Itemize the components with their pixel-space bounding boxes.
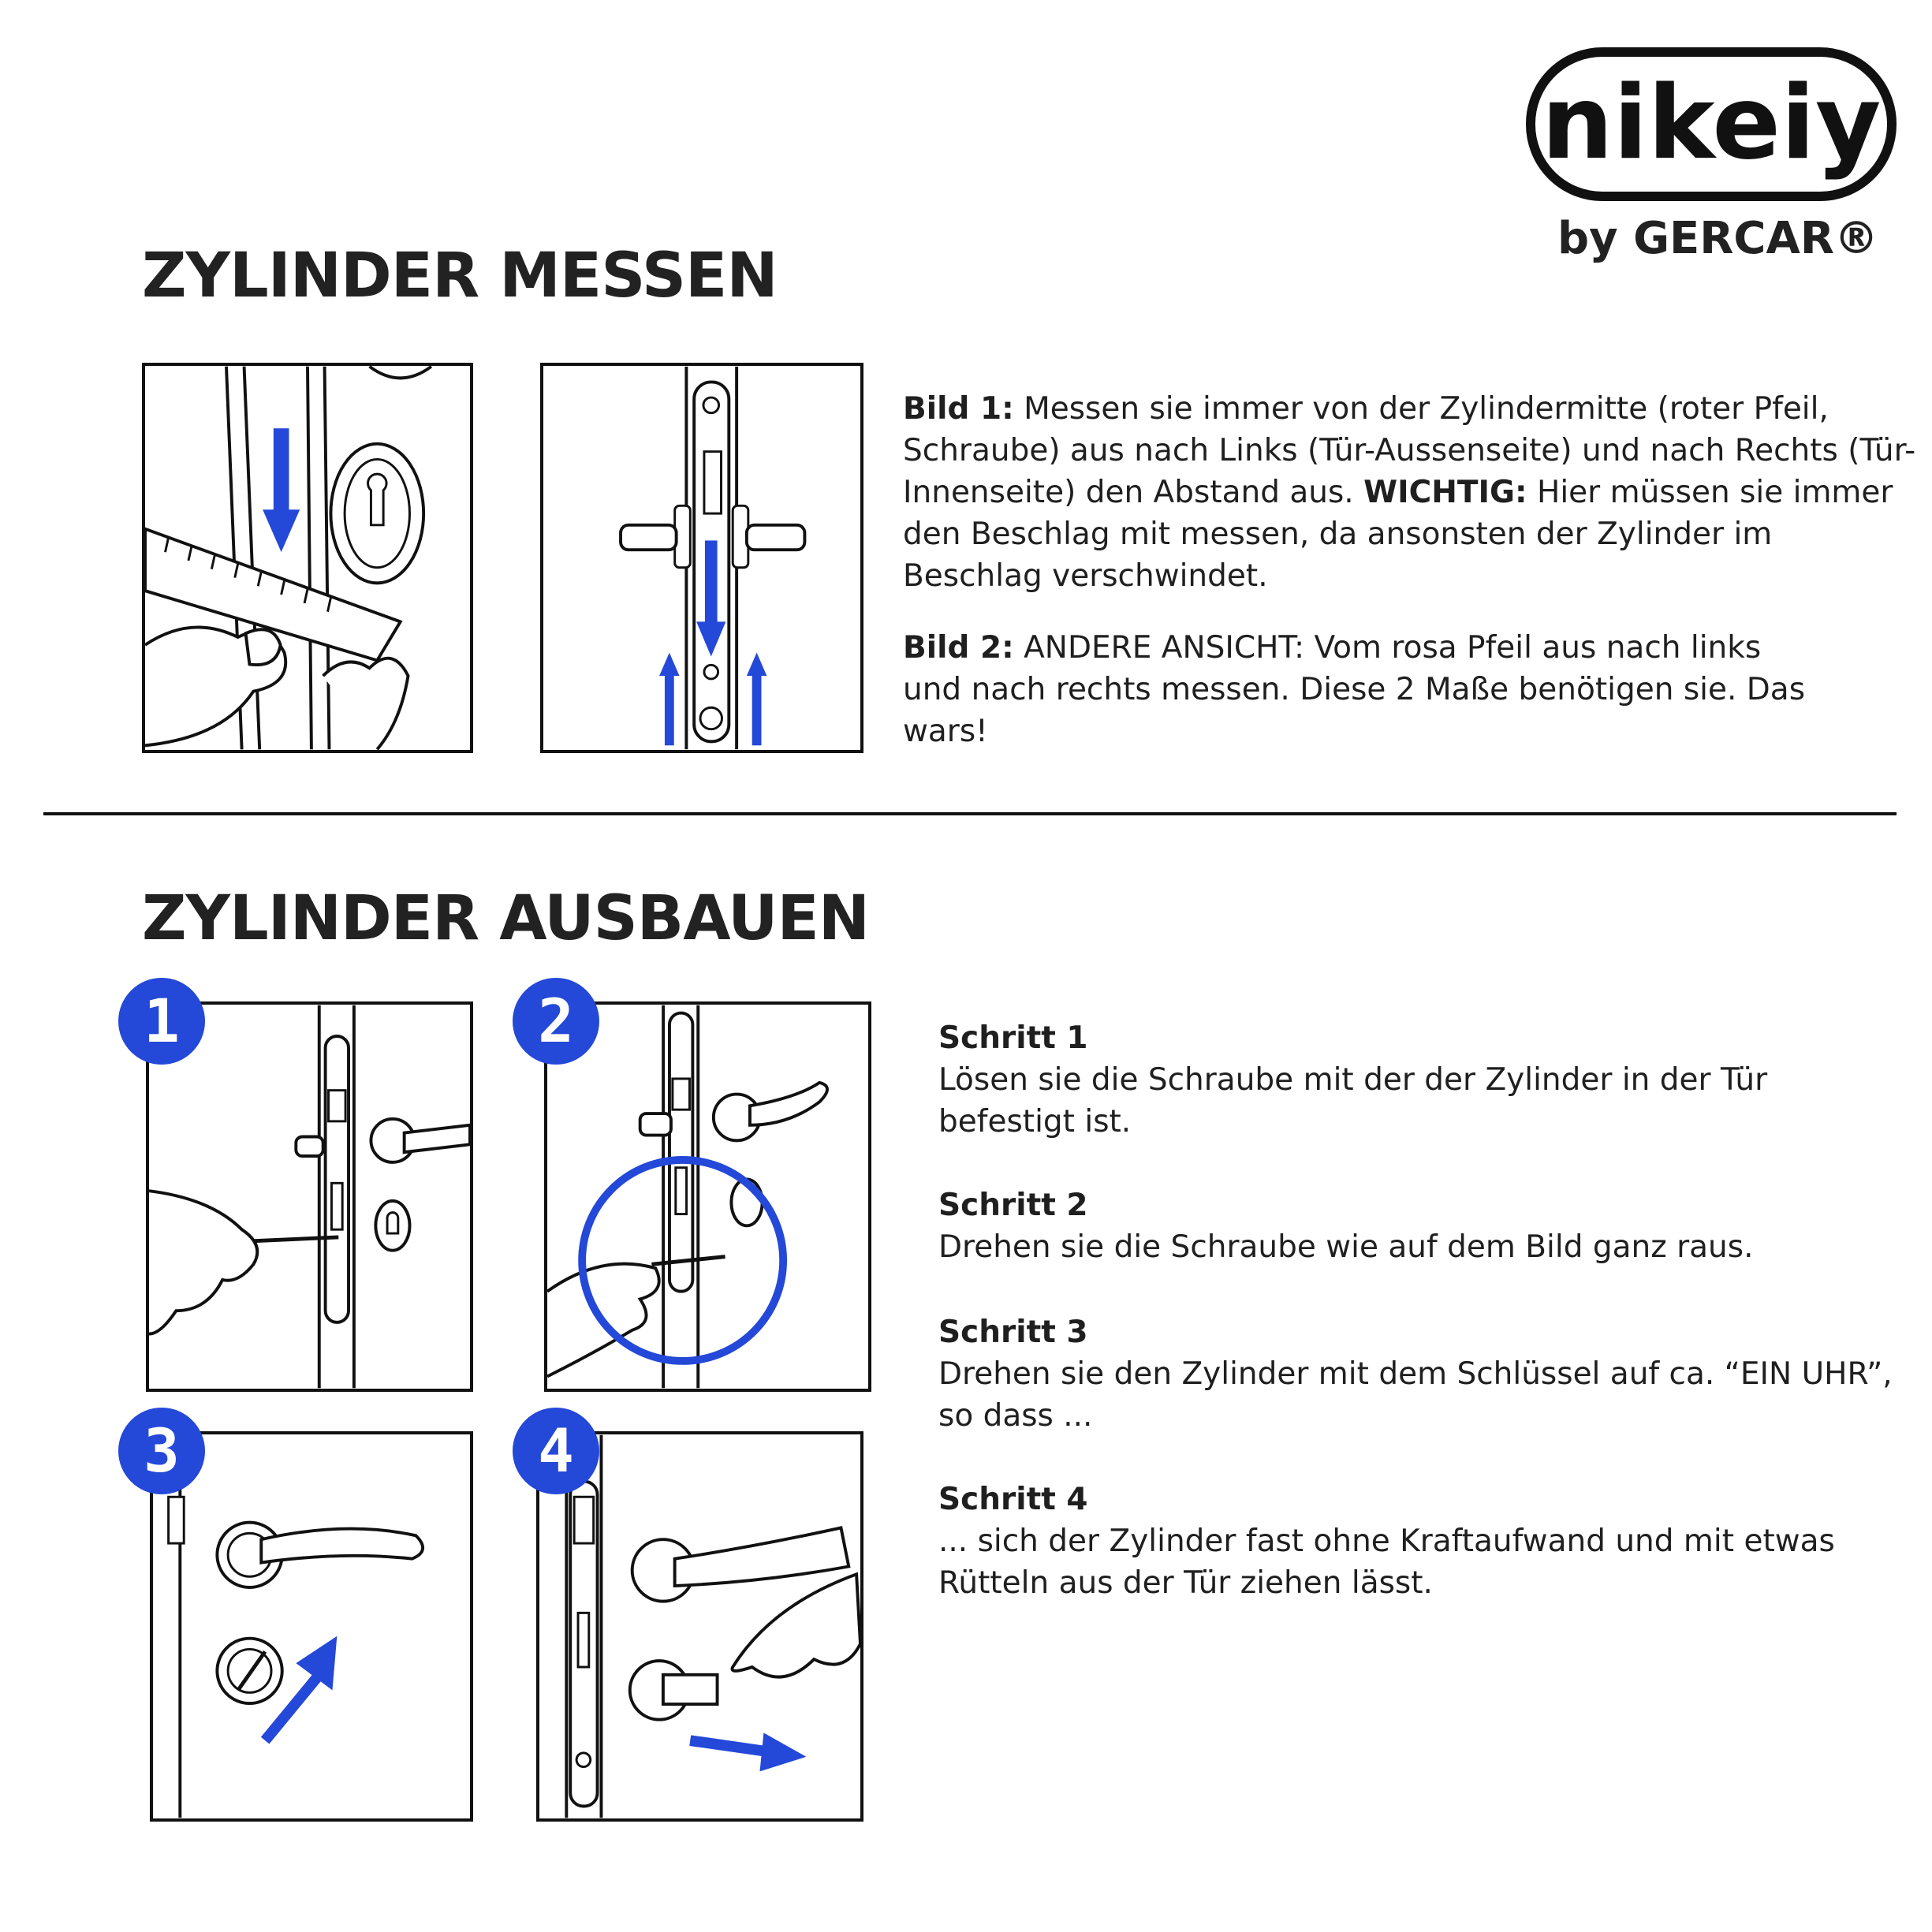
- step-3-title: Schritt 3: [938, 1315, 1088, 1350]
- bild1-important: WICHTIG:: [1363, 475, 1527, 510]
- brand-byline: by GERCAR®: [1557, 213, 1878, 264]
- step-4-text: ... sich der Zylinder fast ohne Kraftaufwand und mit etwas Rütteln aus der Tür ziehen lässt.: [938, 1524, 1835, 1601]
- brand-logo: [1526, 47, 1897, 201]
- step-1: [938, 1017, 1908, 1143]
- bild2-description: [903, 627, 1826, 752]
- step-badge-1: 1: [118, 978, 205, 1065]
- illustration-bild2: [540, 363, 863, 753]
- step-4: [938, 1479, 1908, 1604]
- step-2: [938, 1184, 1908, 1268]
- illustration-step-3: [150, 1431, 473, 1822]
- bild1-label: Bild 1:: [903, 391, 1014, 427]
- illustration-step-1: [146, 1001, 473, 1392]
- bild2-label: Bild 2:: [903, 630, 1014, 666]
- bild2-text: ANDERE ANSICHT: Vom rosa Pfeil aus nach links und nach rechts messen. Diese 2 Maße benötigen sie. Das wars!: [903, 630, 1806, 749]
- step-badge-2: 2: [513, 978, 599, 1065]
- section-title-ausbauen: ZYLINDER AUSBAUEN: [142, 883, 870, 954]
- bild1-text-a: Messen sie immer von der Zylindermitte (roter Pfeil, Schraube) aus nach Links (Tür-Aussenseite) und nach Rechts (Tür-Innenseite) den Abstand aus.: [903, 391, 1916, 510]
- section-title-messen: ZYLINDER MESSEN: [142, 241, 778, 311]
- step-4-title: Schritt 4: [938, 1482, 1088, 1517]
- step-1-title: Schritt 1: [938, 1020, 1088, 1056]
- step-badge-4: 4: [513, 1408, 599, 1494]
- step-2-text: Drehen sie die Schraube wie auf dem Bild ganz raus.: [938, 1229, 1754, 1265]
- illustration-step-2: [544, 1001, 871, 1392]
- illustration-step-4: [536, 1431, 863, 1822]
- step-2-title: Schritt 2: [938, 1188, 1088, 1223]
- section-divider: [43, 812, 1897, 815]
- step-3: [938, 1311, 1908, 1437]
- step-1-text: Lösen sie die Schraube mit der der Zylinder in der Tür befestigt ist.: [938, 1062, 1768, 1139]
- logo-wordmark: nikeiy: [1541, 65, 1882, 182]
- bild1-description: [903, 388, 1920, 597]
- step-badge-3: 3: [118, 1408, 205, 1494]
- illustration-bild1: [142, 363, 473, 753]
- step-3-text: Drehen sie den Zylinder mit dem Schlüssel auf ca. “EIN UHR”, so dass ...: [938, 1356, 1893, 1434]
- bild1-text-b: Hier müssen sie immer den Beschlag mit messen, da ansonsten der Zylinder im Beschlag verschwindet.: [903, 475, 1893, 594]
